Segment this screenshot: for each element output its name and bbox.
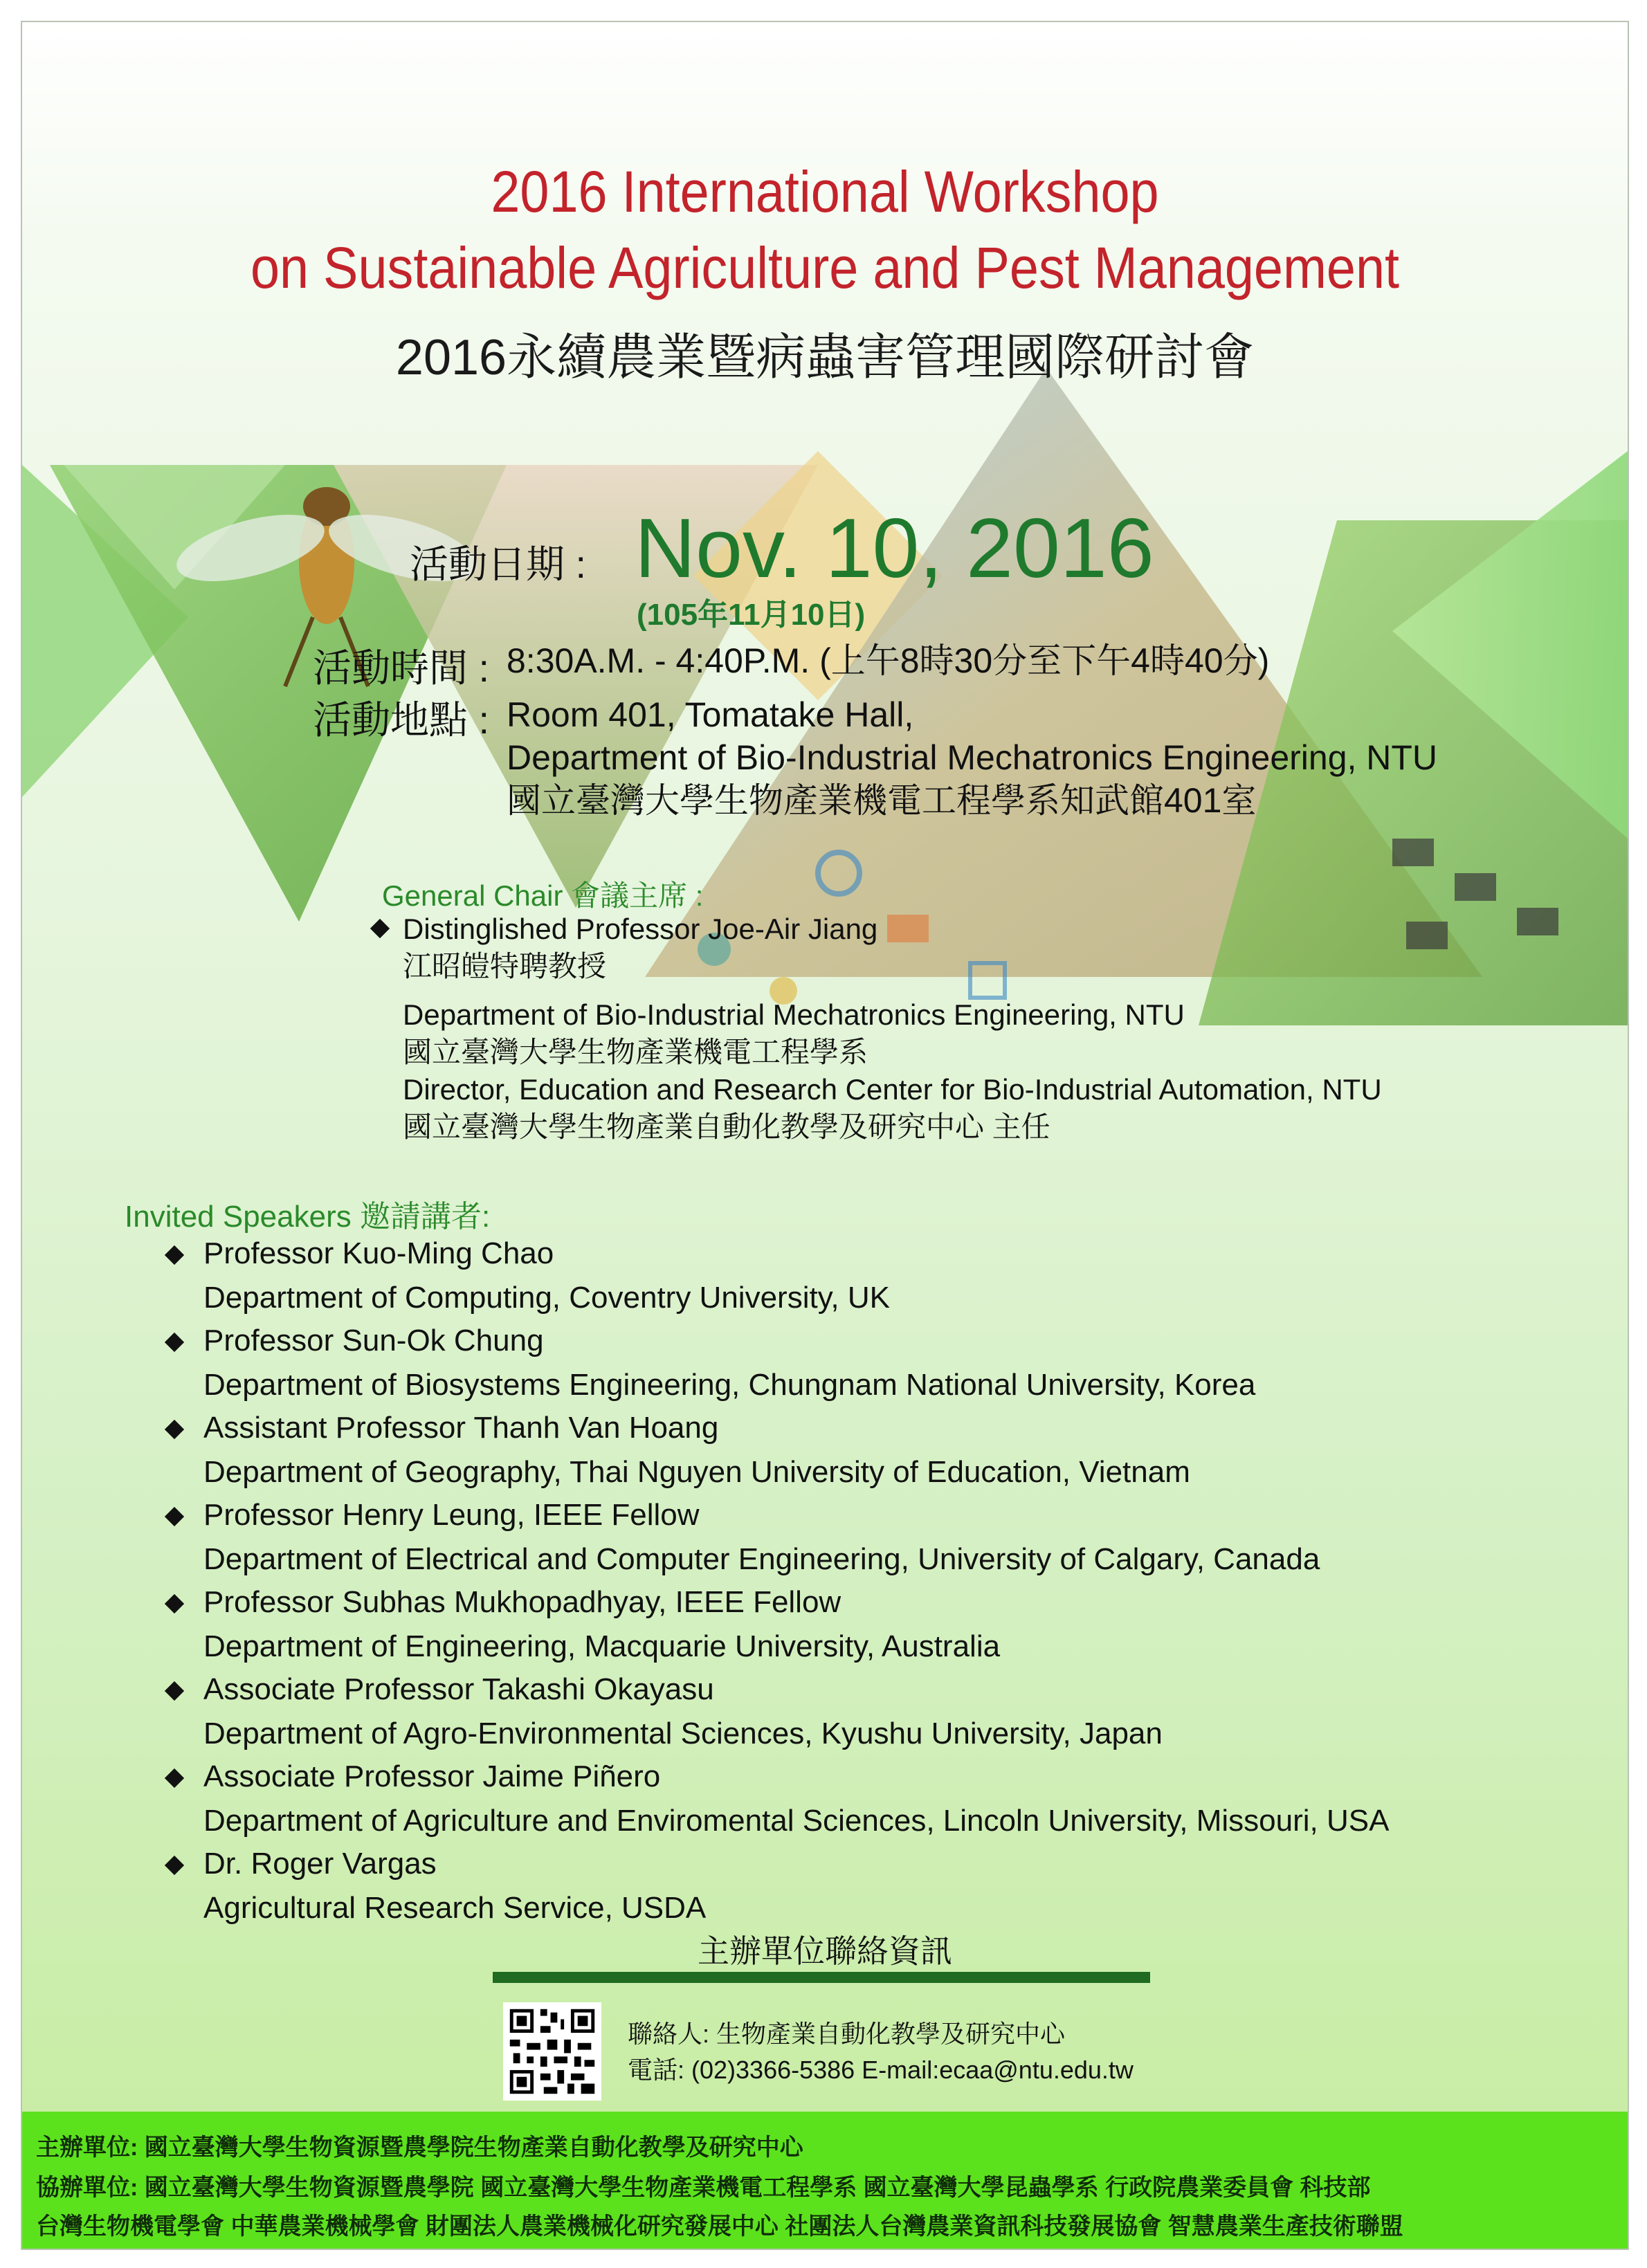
footer-bar [22, 2112, 1628, 2249]
bullet-icon [165, 1856, 184, 1875]
speaker-name: Associate Professor Jaime Piñero [203, 1759, 661, 1793]
speaker-name: Professor Sun-Ok Chung [203, 1324, 544, 1357]
speaker-name: Dr. Roger Vargas [203, 1847, 437, 1881]
place-line1: Room 401, Tomatake Hall, [507, 695, 914, 734]
bullet-icon [165, 1245, 184, 1265]
event-time: 8:30A.M. - 4:40P.M. (上午8時30分至下午4時40分) [507, 641, 1270, 680]
bullet-icon [165, 1333, 184, 1352]
contact-person: 聯絡人: 生物產業自動化教學及研究中心 [628, 2020, 1066, 2048]
speaker-name: Associate Professor Takashi Okayasu [203, 1672, 714, 1706]
speaker-affiliation: Agricultural Research Service, USDA [203, 1891, 707, 1925]
speaker-affiliation: Department of Biosystems Engineering, Chungnam National University, Korea [203, 1368, 1256, 1402]
speaker-name: Assistant Professor Thanh Van Hoang [203, 1411, 719, 1445]
title-en-line1: 2016 International Workshop [491, 159, 1159, 224]
place-label: 活動地點 : [313, 698, 490, 742]
title-en-line2: on Sustainable Agriculture and Pest Management [250, 235, 1400, 300]
bullet-icon [165, 1768, 184, 1788]
chair-role: Director, Education and Research Center for Bio-Industrial Automation, NTU [403, 1073, 1382, 1106]
poster [21, 21, 1629, 2250]
speaker-name: Professor Subhas Mukhopadhyay, IEEE Fellow [203, 1585, 841, 1619]
contact-phone-email: 電話: (02)3366-5386 E-mail:ecaa@ntu.edu.tw [628, 2056, 1134, 2084]
speaker-affiliation: Department of Agro-Environmental Sciences, Kyushu University, Japan [203, 1717, 1163, 1750]
place-line3: 國立臺灣大學生物產業機電工程學系知武館401室 [507, 781, 1257, 820]
contact-heading: 主辦單位聯絡資訊 [698, 1933, 952, 1969]
chair-dept-zh: 國立臺灣大學生物產業機電工程學系 [403, 1036, 868, 1068]
footer-organizer: 主辦單位: 國立臺灣大學生物資源暨農學院生物產業自動化教學及研究中心 [36, 2134, 803, 2161]
footer-co-organizer-line2: 台灣生物機電學會 中華農業機械學會 財團法人農業機械化研究發展中心 社團法人台灣農業資訊科技發展協會 智慧農業生產技術聯盟 [36, 2213, 1403, 2240]
bullet-icon [165, 1594, 184, 1613]
bullet-icon [165, 1681, 184, 1701]
event-date-zh: (105年11月10日) [637, 598, 866, 632]
event-date: Nov. 10, 2016 [635, 501, 1154, 595]
qr-code-icon [503, 2002, 601, 2101]
footer-co-organizer-line1: 協辦單位: 國立臺灣大學生物資源暨農學院 國立臺灣大學生物產業機電工程學系 國立臺灣大學昆蟲學系 行政院農業委員會 科技部 [36, 2175, 1371, 2201]
chair-heading: General Chair 會議主席 : [382, 879, 704, 912]
chair-role-zh: 國立臺灣大學生物產業自動化教學及研究中心 主任 [403, 1110, 1050, 1143]
speaker-affiliation: Department of Agriculture and Enviromental Sciences, Lincoln University, Missouri, USA [203, 1804, 1390, 1838]
time-label: 活動時間 : [313, 646, 490, 690]
speaker-affiliation: Department of Geography, Thai Nguyen University of Education, Vietnam [203, 1455, 1190, 1489]
speaker-affiliation: Department of Electrical and Computer Engineering, University of Calgary, Canada [203, 1542, 1320, 1576]
speaker-affiliation: Department of Computing, Coventry University, UK [203, 1281, 890, 1315]
speaker-name: Professor Henry Leung, IEEE Fellow [203, 1498, 700, 1532]
contact-divider [493, 1972, 1150, 1983]
bullet-icon [165, 1420, 184, 1439]
speaker-affiliation: Department of Engineering, Macquarie University, Australia [203, 1629, 1001, 1663]
place-line2: Department of Bio-Industrial Mechatronics Engineering, NTU [507, 738, 1438, 777]
speakers-heading: Invited Speakers 邀請講者: [125, 1200, 491, 1234]
speaker-name: Professor Kuo-Ming Chao [203, 1236, 554, 1270]
chair-dept: Department of Bio-Industrial Mechatronics Engineering, NTU [403, 998, 1185, 1031]
chair-name: Distinglished Professor Joe-Air Jiang [403, 913, 878, 945]
title-zh: 2016永續農業暨病蟲害管理國際研討會 [395, 330, 1255, 385]
chair-name-zh: 江昭皚特聘教授 [403, 950, 607, 982]
date-label: 活動日期 : [410, 542, 587, 586]
bullet-icon [165, 1507, 184, 1526]
